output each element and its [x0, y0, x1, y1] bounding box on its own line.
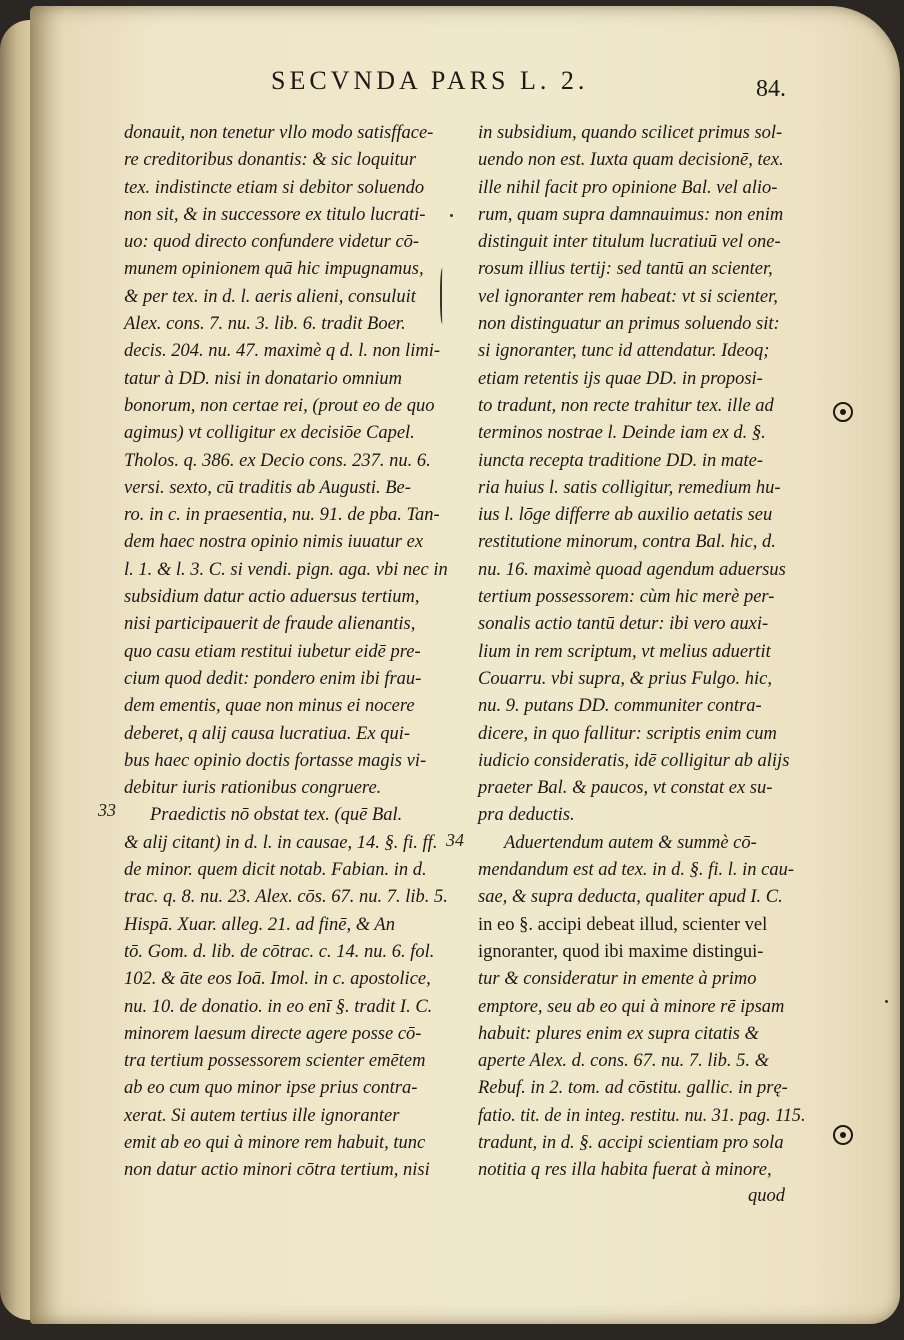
folio-number: 84. [756, 76, 786, 102]
right-text-column [478, 120, 806, 1185]
left-column-line: de minor. quem dicit notab. Fabian. in d. [124, 860, 427, 881]
bullseye-icon [833, 1125, 853, 1145]
left-column-line: re creditoribus donantis: & sic loquitur [124, 150, 417, 171]
right-column-line: terminos nostrae l. Deinde iam ex d. §. [478, 423, 766, 444]
ink-dot [885, 1000, 888, 1003]
right-column-line: mendandum est ad tex. in d. §. fi. l. in cau- [478, 860, 794, 881]
right-column-line: to tradunt, non recte trahitur tex. ille ad [478, 395, 774, 416]
right-column-line: ius l. lōge differre ab auxilio aetatis seu [478, 505, 773, 526]
left-column-line: tō. Gom. d. lib. de cōtrac. c. 14. nu. 6. fol. [124, 941, 435, 962]
catchword: quod [748, 1186, 785, 1206]
left-column-line: tra tertium possessorem scienter emētem [124, 1051, 426, 1072]
right-column-line: dicere, in quo fallitur: scriptis enim cum [478, 723, 777, 744]
left-column-line: agimus) vt colligitur ex decisiōe Capel. [124, 423, 415, 444]
left-text-column [124, 120, 454, 1185]
right-column-line: tertium possessorem: cùm hic merè per- [478, 587, 775, 608]
left-column-line: & alij citant) in d. l. in causae, 14. §. fi. ff. [124, 832, 438, 853]
left-column-line: dem ementis, quae non minus ei nocere [124, 696, 415, 717]
right-column-line: uendo non est. Iuxta quam decisionē, tex. [478, 150, 784, 171]
right-column-line: ille nihil facit pro opinione Bal. vel alio- [478, 177, 778, 198]
left-column-line: Alex. cons. 7. nu. 3. lib. 6. tradit Boer. [124, 314, 406, 335]
right-column-line: rum, quam supra damnauimus: non enim [478, 204, 784, 225]
left-column-line: bonorum, non certae rei, (prout eo de quo [124, 395, 435, 416]
right-column-line: aperte Alex. d. cons. 67. nu. 7. lib. 5. & [478, 1051, 769, 1072]
right-column-line: ignoranter, quod ibi maxime distingui- [478, 941, 764, 962]
right-column-line: lium in rem scriptum, vt melius aduertit [478, 641, 771, 662]
right-column-line: tur & consideratur in emente à primo [478, 969, 757, 990]
pen-bracket-mark [440, 268, 446, 324]
left-column-line: uo: quod directo confundere videtur cō- [124, 232, 420, 253]
left-column-line: cium quod dedit: pondero enim ibi frau- [124, 668, 422, 689]
bullseye-icon [833, 402, 853, 422]
left-column-line: non datur actio minori cōtra tertium, nisi [124, 1160, 430, 1181]
right-column-line: nu. 9. putans DD. communiter contra- [478, 696, 762, 717]
left-column-line: ab eo cum quo minor ipse prius contra- [124, 1078, 418, 1099]
left-column-line: l. 1. & l. 3. C. si vendi. pign. aga. vbi nec in [124, 559, 448, 580]
left-column-line: Hispā. Xuar. alleg. 21. ad finē, & An [124, 914, 395, 935]
right-column-line: sonalis actio tantū detur: ibi vero auxi- [478, 614, 769, 635]
right-column-line: tradunt, in d. §. accipi scientiam pro sola [478, 1132, 784, 1153]
left-column-line: nu. 10. de donatio. in eo enī §. tradit I. C. [124, 996, 433, 1017]
right-column-line: in eo §. accipi debeat illud, scienter vel [478, 914, 768, 935]
right-column-line: emptore, seu ab eo qui à minore rē ipsam [478, 996, 785, 1017]
right-column-line: distinguit inter titulum lucratiuū vel one- [478, 232, 781, 253]
right-column-line: iudicio consideratis, idē colligitur ab alijs [478, 750, 790, 771]
right-column-line: ria huius l. satis colligitur, remedium hu- [478, 477, 781, 498]
left-column-line: Tholos. q. 386. ex Decio cons. 237. nu. 6. [124, 450, 431, 471]
right-column-line: fatio. tit. de in integ. restitu. nu. 31. pag. 115. [478, 1105, 806, 1126]
right-column-line: restitutione minorum, contra Bal. hic, d. [478, 532, 776, 553]
right-column-line: non distinguatur an primus soluendo sit: [478, 314, 780, 335]
left-column-line: deberet, q alij causa lucratiua. Ex qui- [124, 723, 411, 744]
right-column-line: etiam retentis ijs quae DD. in proposi- [478, 368, 763, 389]
left-column-line: dem haec nostra opinio nimis iuuatur ex [124, 532, 424, 553]
left-column-line: subsidium datur actio aduersus tertium, [124, 587, 420, 608]
right-column-line: pra deductis. [478, 805, 575, 826]
left-column-line: quo casu etiam restitui iubetur eidē pre- [124, 641, 421, 662]
right-column-line: notitia q res illa habita fuerat à minore, [478, 1160, 772, 1181]
right-column-line: Aduertendum autem & summè cō- [504, 832, 757, 853]
right-column-line: nu. 16. maximè quoad agendum aduersus [478, 559, 786, 580]
right-column-line: si ignoranter, tunc id attendatur. Ideoq; [478, 341, 770, 362]
right-column-line: Couarru. vbi supra, & prius Fulgo. hic, [478, 668, 772, 689]
left-column-line: versi. sexto, cū traditis ab Augusti. Be- [124, 477, 411, 498]
left-column-line: non sit, & in successore ex titulo lucrati- [124, 204, 426, 225]
left-column-line: nisi participauerit de fraude alienantis, [124, 614, 416, 635]
right-column-line: rosum illius tertij: sed tantū an scienter, [478, 259, 773, 280]
left-column-line: debitur iuris rationibus congruere. [124, 778, 382, 799]
right-column-line: iuncta recepta traditione DD. in mate- [478, 450, 763, 471]
left-column-line: xerat. Si autem tertius ille ignoranter [124, 1105, 400, 1126]
right-column-line: Rebuf. in 2. tom. ad cōstitu. gallic. in prę- [478, 1078, 788, 1099]
left-column-line: munem opinionem quā hic impugnamus, [124, 259, 424, 280]
right-column-line: habuit: plures enim ex supra citatis & [478, 1023, 759, 1044]
left-column-line: Praedictis nō obstat tex. (quē Bal. [150, 805, 403, 826]
ink-dot [450, 214, 453, 217]
running-header: SECVNDA PARS L. 2. [271, 66, 589, 95]
left-column-line: ro. in c. in praesentia, nu. 91. de pba. Tan- [124, 505, 440, 526]
left-column-line: tex. indistincte etiam si debitor soluendo [124, 177, 425, 198]
left-column-line: donauit, non tenetur vllo modo satisfface- [124, 123, 434, 143]
right-column-line: praeter Bal. & paucos, vt constat ex su- [478, 778, 773, 799]
left-column-line: & per tex. in d. l. aeris alieni, consuluit [124, 286, 416, 307]
left-column-line: trac. q. 8. nu. 23. Alex. cōs. 67. nu. 7. lib. 5. [124, 887, 448, 908]
left-column-line: minorem laesum directe agere posse cō- [124, 1023, 422, 1044]
left-column-line: bus haec opinio doctis fortasse magis vi- [124, 750, 427, 771]
left-column-line: tatur à DD. nisi in donatario omnium [124, 368, 403, 389]
margin-number-right: 34 [446, 830, 464, 850]
left-column-line: emit ab eo qui à minore rem habuit, tunc [124, 1132, 426, 1153]
left-column-line: 102. & āte eos Ioā. Imol. in c. apostolice, [124, 969, 431, 990]
right-column-line: in subsidium, quando scilicet primus sol- [478, 123, 783, 143]
right-column-line: sae, & supra deducta, qualiter apud I. C. [478, 887, 783, 908]
right-column-line: vel ignoranter rem habeat: vt si scienter, [478, 286, 778, 307]
margin-number-left: 33 [98, 800, 116, 820]
left-column-line: decis. 204. nu. 47. maximè q d. l. non limi- [124, 341, 440, 362]
